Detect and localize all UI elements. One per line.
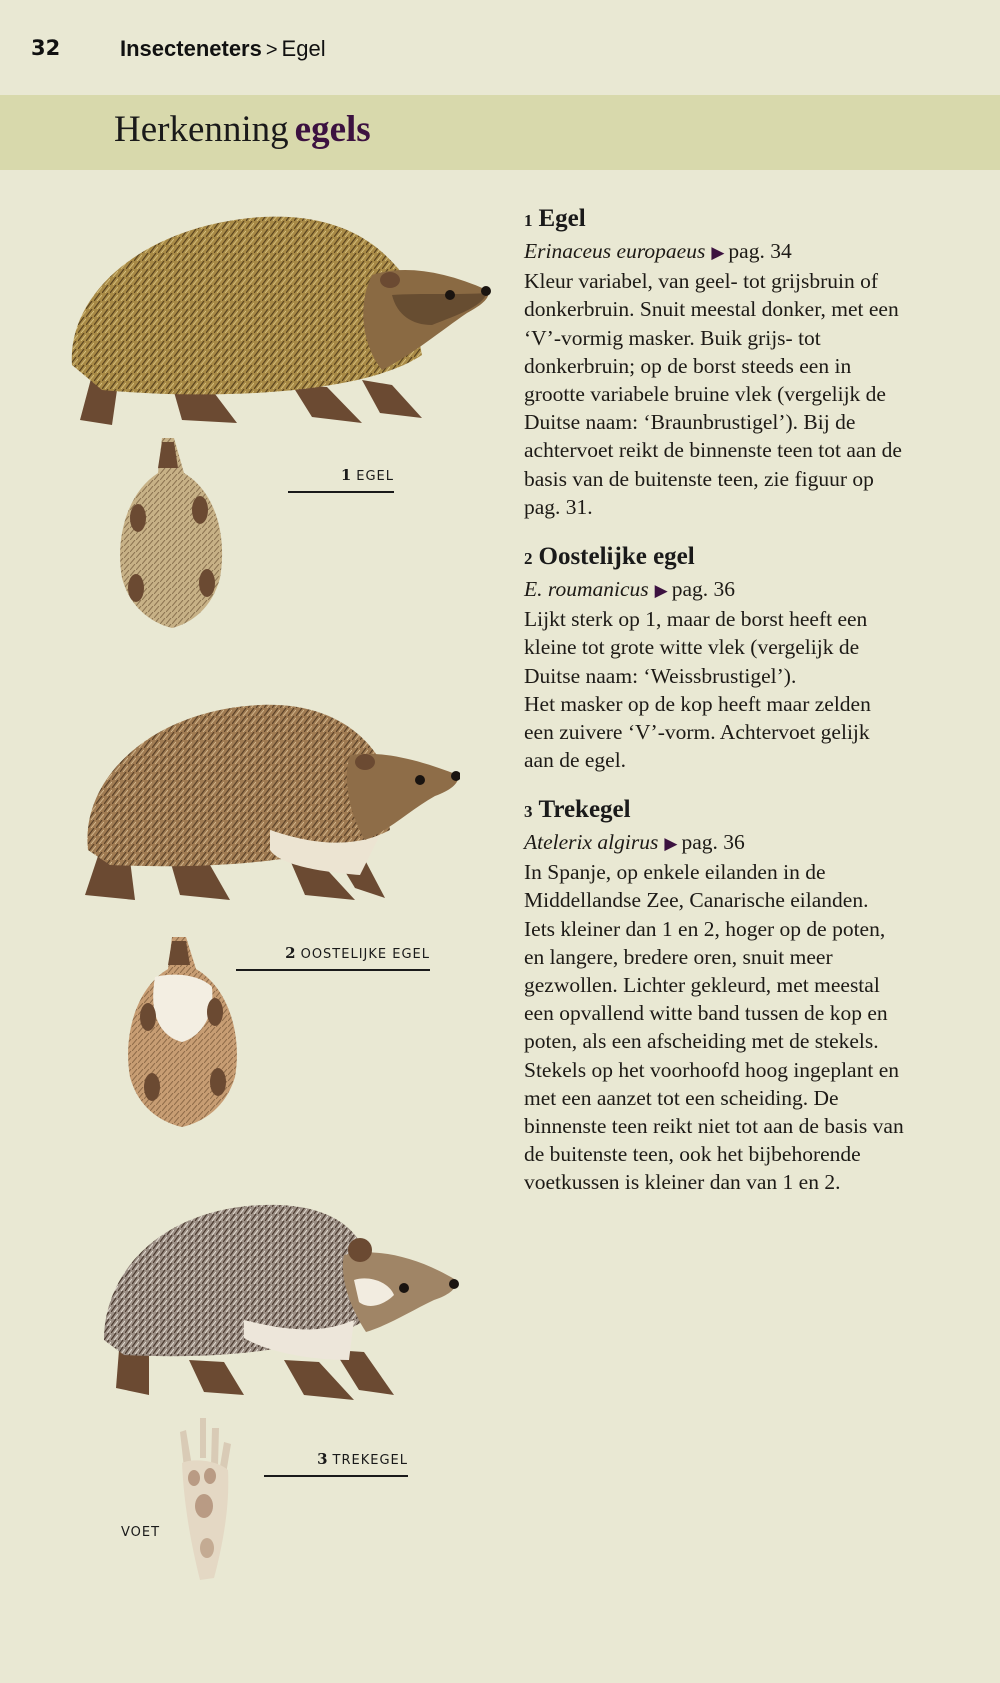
figure-number: 3 — [317, 1450, 329, 1468]
figure-label: EGEL — [356, 469, 394, 484]
caption-rule — [288, 491, 394, 493]
scientific-line — [524, 828, 904, 858]
species-name: Egel — [538, 205, 586, 232]
figure-caption-trekegel — [264, 1450, 408, 1468]
figure-number: 1 — [340, 466, 353, 484]
species-number: 2 — [524, 549, 533, 568]
oostelijke-egel-underside-illustration — [120, 937, 245, 1127]
scientific-name: Erinaceus europaeus — [524, 239, 706, 263]
page-title-accent: egels — [294, 109, 371, 150]
species-heading — [524, 541, 904, 575]
scientific-line — [524, 237, 904, 267]
species-name: Trekegel — [538, 796, 631, 823]
page-ref-arrow-icon: ▶ — [654, 581, 668, 600]
breadcrumb-current: Egel — [281, 36, 326, 61]
species-description: Lijkt sterk op 1, maar de borst heeft een kleine tot grote witte vlek (vergelijk de Duitse naam: ‘Weissbrustigel’). — [524, 607, 868, 688]
species-number: 3 — [524, 802, 533, 821]
egel-underside-illustration — [112, 438, 232, 628]
trekegel-side-illustration — [104, 1200, 460, 1410]
page-title — [114, 108, 371, 151]
caption-rule — [236, 969, 430, 971]
species-description: Kleur variabel, van geel- tot grijsbruin of donkerbruin. Snuit meestal donker, met een ‘V’-vormig masker. Buik grijs- tot donkerbruin; op de borst steeds een in grootte variabele bruine vlek (vergelijk de Duitse naam: ‘Braunbrustigel’). Bij de achtervoet reikt de binnenste teen tot aan de basis van de buitenste teen, zie figuur op pag. 31. — [524, 269, 902, 519]
breadcrumb-separator: > — [265, 39, 278, 61]
figure-caption-oostelijke-egel — [236, 944, 430, 962]
figure-caption-egel — [300, 466, 394, 484]
scientific-name: Atelerix algirus — [524, 830, 659, 854]
breadcrumb — [120, 36, 326, 62]
scientific-line — [524, 575, 904, 605]
species-entry-oostelijke-egel — [524, 541, 904, 774]
page-number: 32 — [31, 36, 61, 60]
scientific-name: E. roumanicus — [524, 577, 649, 601]
species-heading — [524, 794, 904, 828]
caption-rule — [264, 1475, 408, 1477]
species-name: Oostelijke egel — [538, 543, 695, 570]
voet-label: VOET — [121, 1525, 161, 1540]
voet-illustration — [172, 1418, 242, 1583]
species-description-continued: Het masker op de kop heeft maar zelden een zuivere ‘V’-vorm. Achtervoet gelijk aan de egel. — [524, 691, 871, 773]
page-title-prefix: Herkenning — [114, 109, 289, 150]
egel-side-illustration — [62, 205, 492, 445]
oostelijke-egel-side-illustration — [80, 700, 460, 915]
page-ref-arrow-icon: ▶ — [711, 243, 725, 262]
figure-number: 2 — [285, 944, 297, 962]
breadcrumb-section: Insecteneters — [120, 36, 262, 61]
species-entry-trekegel — [524, 794, 904, 1197]
figure-label: TREKEGEL — [332, 1453, 408, 1468]
species-description: In Spanje, op enkele eilanden in de Middellandse Zee, Canarische eilanden. Iets kleiner dan 1 en 2, hoger op de poten, en langere, bredere oren, snuit meer gezwollen. Lichter gekleurd, met meestal een opvallend witte band tussen de kop en poten, als een afscheiding met de stekels. Stekels op het voorhoofd hoog ingeplant en met een aanzet tot een scheiding. De binnenste teen reikt niet tot aan de basis van de buitenste teen, ook het bijbehorende voetkussen is kleiner dan van 1 en 2. — [524, 860, 904, 1195]
figure-label: OOSTELIJKE EGEL — [300, 947, 430, 962]
page-reference[interactable]: pag. 34 — [728, 239, 792, 263]
page-ref-arrow-icon: ▶ — [664, 834, 678, 853]
page-reference[interactable]: pag. 36 — [681, 830, 745, 854]
species-heading — [524, 203, 904, 237]
species-number: 1 — [524, 211, 533, 230]
page-reference[interactable]: pag. 36 — [671, 577, 735, 601]
species-entry-egel — [524, 203, 904, 521]
